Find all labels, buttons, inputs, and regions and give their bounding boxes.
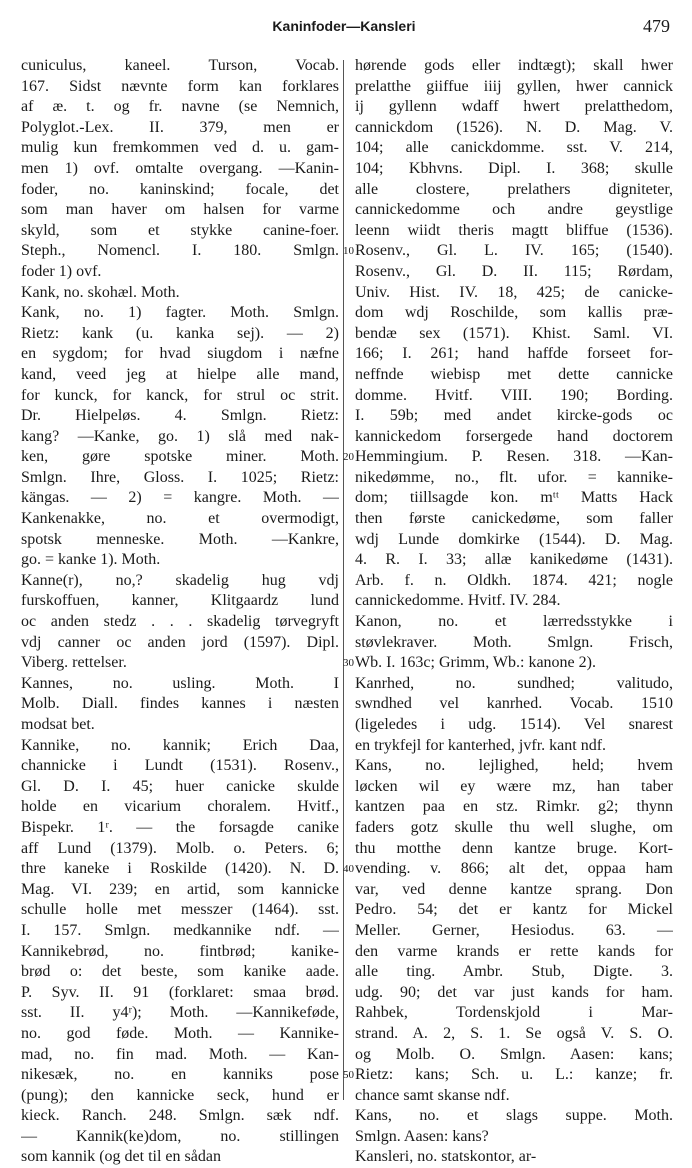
text-line: cannickdom (1526). N. D. Mag. V. xyxy=(355,118,673,136)
text-line: channicke i Lundt (1531). Rosenv., xyxy=(21,757,339,775)
text-line: sst. II. y4ʳ); Moth. —Kannikeføde, xyxy=(21,1004,339,1022)
text-line: ij gyllenn wdaff hwert prelatthedom, xyxy=(355,98,673,116)
text-line: Pedro. 54; det er kantz for Mickel xyxy=(355,901,673,919)
running-head: Kaninfoder—Kansleri xyxy=(272,18,416,34)
text-line: løcken wil ey wære mz, han taber xyxy=(355,777,673,795)
text-line: udg. 90; det var just kands for ham. xyxy=(355,983,673,1001)
line-number-mark: 40 xyxy=(343,863,354,876)
text-line: Rahbek, Tordenskjold i Mar- xyxy=(355,1004,673,1022)
text-line: Mag. VI. 239; en artid, som kannicke xyxy=(21,880,339,898)
text-line: go. = kanke 1). Moth. xyxy=(21,551,161,569)
text-line: kannickedom forsergede hand doctorem xyxy=(355,427,673,445)
text-line: Viberg. rettelser. xyxy=(21,654,127,672)
text-line: cannickedomme och andre geystlige xyxy=(355,201,673,219)
text-line: oc anden stedz . . . skadelig tørvegryft xyxy=(21,613,339,631)
text-line: hørende gods eller indtægt); skall hwer xyxy=(355,57,673,74)
text-line: (ligeledes i udg. 1514). Vel snarest xyxy=(355,716,673,733)
text-line: Kansleri, no. statskontor, ar- xyxy=(355,1148,537,1166)
right-column xyxy=(355,56,673,1168)
text-line: alle ting. Ambr. Stub, Digte. 3. xyxy=(355,963,673,981)
text-line: swndhed vel kanrhed. Vocab. 1510 xyxy=(355,695,673,713)
text-line: 4. R. I. 33; allæ kanikedøme (1431). xyxy=(355,551,673,569)
text-line: en sygdom; for hvad siugdom i næfne xyxy=(21,345,339,363)
text-line: kand, veed jeg at hielpe alle mand, xyxy=(21,365,339,383)
text-line: en trykfejl for kanterhed, jvfr. kant ndf. xyxy=(355,736,607,754)
text-line: Smlgn. Aasen: kans? xyxy=(355,1127,489,1145)
text-line: Smlgn. Ihre, Gloss. I. 1025; Rietz: xyxy=(21,468,339,486)
text-line: thu motthe denn kantze bruge. Kort- xyxy=(355,839,673,857)
text-line: schulle holle met messzer (1464). sst. xyxy=(21,901,339,919)
text-line: Kank, no. 1) fagter. Moth. Smlgn. xyxy=(21,304,339,322)
text-line: den varme krands er rette kands for xyxy=(355,942,673,960)
line-number-mark: 30 xyxy=(343,657,354,670)
line-number-mark: 20 xyxy=(343,451,354,464)
page-number: 479 xyxy=(643,16,670,36)
text-line: Molb. Diall. findes kannes i næsten xyxy=(21,695,339,713)
text-line: no. god føde. Moth. — Kannike- xyxy=(21,1024,339,1042)
text-line: 104; alle canickdomme. sst. V. 214, xyxy=(355,139,673,157)
text-line: dom wdj Roschilde, som kallis præ- xyxy=(355,304,673,322)
text-line: kängas. — 2) = kangre. Moth. — xyxy=(21,489,339,507)
text-line: Univ. Hist. IV. 18, 425; de canicke- xyxy=(355,283,673,301)
text-line: af æ. t. og fr. navne (se Nemnich, xyxy=(21,98,339,116)
text-line: aff Lund (1379). Molb. o. Peters. 6; xyxy=(21,839,339,857)
text-line: brød o: det beste, som kanike aade. xyxy=(21,963,339,981)
page-header xyxy=(18,14,670,38)
text-line: spotsk menneske. Moth. —Kankre, xyxy=(21,530,339,548)
text-line: skyld, som et stykke canine-foer. xyxy=(21,221,339,239)
text-line: nikedømme, no., flt. ufor. = kannike- xyxy=(355,468,673,486)
text-line: Steph., Nomencl. I. 180. Smlgn. xyxy=(21,242,339,260)
text-line: wdj Lunde domkirke (1544). D. Mag. xyxy=(355,530,673,548)
text-line: foder, no. kaninskind; focale, det xyxy=(21,180,339,198)
text-line: kang? —Kanke, go. 1) slå med nak- xyxy=(21,427,339,445)
text-line: Wb. I. 163c; Grimm, Wb.: kanone 2). xyxy=(355,654,596,672)
text-line: Kankenakke, no. et overmodigt, xyxy=(21,510,339,528)
text-line: Hemmingium. P. Resen. 318. —Kan- xyxy=(355,448,673,466)
text-line: cannickedomme. Hvitf. IV. 284. xyxy=(355,592,561,610)
text-line: holde en vicarium choralem. Hvitf., xyxy=(21,798,339,816)
text-line: leenn wiidt theris magtt bliffue (1536). xyxy=(355,221,673,239)
text-line: Dr. Hielpeløs. 4. Smlgn. Rietz: xyxy=(21,407,339,425)
text-line: Rietz: kank (u. kanka sej). — 2) xyxy=(21,324,339,342)
text-line: foder 1) ovf. xyxy=(21,262,102,280)
text-line: thre kaneke i Roskilde (1420). N. D. xyxy=(21,860,339,878)
text-line: Kannes, no. usling. Moth. I xyxy=(21,674,339,692)
text-line: cuniculus, kaneel. Turson, Vocab. xyxy=(21,57,339,74)
text-line: 167. Sidst nævnte form kan forklares xyxy=(21,77,339,95)
text-line: og Molb. O. Smlgn. Aasen: kans; xyxy=(355,1045,673,1063)
text-line: var, ved denne kantze sprang. Don xyxy=(355,880,673,898)
text-line: modsat bet. xyxy=(21,716,95,733)
text-line: Bispekr. 1ʳ. — the forsagde canike xyxy=(21,818,339,836)
text-line: P. Syv. II. 91 (forklaret: smaa brød. xyxy=(21,983,339,1001)
text-line: Gl. D. I. 45; huer canicke skulde xyxy=(21,777,339,795)
text-line: alle clostere, prelathers digniteter, xyxy=(355,180,673,198)
text-line: støvlekraver. Moth. Smlgn. Frisch, xyxy=(355,633,673,651)
text-line: Kanrhed, no. sundhed; valitudo, xyxy=(355,674,673,692)
text-line: I. 157. Smlgn. medkannike ndf. — xyxy=(21,921,339,939)
text-line: som kannik (og det til en sådan xyxy=(21,1148,221,1166)
text-line: kantzen paa en stz. Rimkr. g2; thynn xyxy=(355,798,673,816)
text-line: ken, gøre spotske miner. Moth. xyxy=(21,448,339,466)
text-line: Rietz: kans; Sch. u. L.: kanze; fr. xyxy=(355,1066,673,1084)
text-line: vdj canner oc anden jord (1597). Dipl. xyxy=(21,633,339,651)
text-line: Kans, no. et slags suppe. Moth. xyxy=(355,1107,673,1125)
text-line: kieck. Ranch. 248. Smlgn. sæk ndf. xyxy=(21,1107,339,1125)
text-line: bendæ sex (1571). Khist. Saml. VI. xyxy=(355,324,673,342)
text-line: then første canickedøme, som faller xyxy=(355,510,673,528)
text-line: furskoffuen, kanner, Klitgaardz lund xyxy=(21,592,339,610)
text-line: domme. Hvitf. VIII. 190; Bording. xyxy=(355,386,673,404)
text-line: Kank, no. skohæl. Moth. xyxy=(21,283,180,301)
line-number-mark: 10 xyxy=(343,245,354,258)
text-line: strand. A. 2, S. 1. Se også V. S. O. xyxy=(355,1024,673,1042)
text-line: (pung); den kannicke seck, hund er xyxy=(21,1086,339,1104)
text-line: dom; tiillsagde kon. mᵗᵗ Matts Hack xyxy=(355,489,673,507)
text-line: mulig kun fremkommen ved d. u. gam- xyxy=(21,139,339,157)
text-line: Rosenv., Gl. L. IV. 165; (1540). xyxy=(355,242,673,260)
text-line: nikesæk, no. en kanniks pose xyxy=(21,1066,339,1084)
text-line: Kanne(r), no,? skadelig hug vdj xyxy=(21,571,339,589)
text-line: Kans, no. lejlighed, held; hvem xyxy=(355,757,673,775)
text-line: Rosenv., Gl. D. II. 115; Rørdam, xyxy=(355,262,673,280)
line-number-mark: 50 xyxy=(343,1069,354,1082)
text-line: faders gotz skulle thu well slughe, om xyxy=(355,818,673,836)
text-line: Kanon, no. et lærredsstykke i xyxy=(355,613,673,631)
text-line: Meller. Gerner, Hesiodus. 63. — xyxy=(355,921,673,939)
text-line: chance samt skanse ndf. xyxy=(355,1086,510,1104)
text-line: vending. v. 866; alt det, oppaa ham xyxy=(355,860,673,878)
text-line: som man haver om halsen for varme xyxy=(21,201,339,219)
text-line: prelatthe giiffue iiij gyllen, hwer cannick xyxy=(355,77,673,95)
text-line: neffnde wiebisp met dette cannicke xyxy=(355,365,673,383)
column-divider xyxy=(343,60,344,1100)
text-line: for kunck, for kanck, for strul oc strit. xyxy=(21,386,339,404)
text-line: men 1) ovf. omtalte overgang. —Kanin- xyxy=(21,159,339,177)
text-line: Kannike, no. kannik; Erich Daa, xyxy=(21,736,339,754)
text-line: Kannikebrød, no. fintbrød; kanike- xyxy=(21,942,339,960)
text-line: Polyglot.-Lex. II. 379, men er xyxy=(21,118,339,136)
left-column xyxy=(21,56,339,1168)
text-line: I. 59b; med andet kircke-gods oc xyxy=(355,407,673,425)
text-line: 104; Kbhvns. Dipl. I. 368; skulle xyxy=(355,159,673,177)
text-line: Arb. f. n. Oldkh. 1874. 421; nogle xyxy=(355,571,673,589)
text-line: 166; I. 261; hand haffde forseet for- xyxy=(355,345,673,363)
text-line: — Kannik(ke)dom, no. stillingen xyxy=(21,1127,339,1145)
text-line: mad, no. fin mad. Moth. — Kan- xyxy=(21,1045,339,1063)
